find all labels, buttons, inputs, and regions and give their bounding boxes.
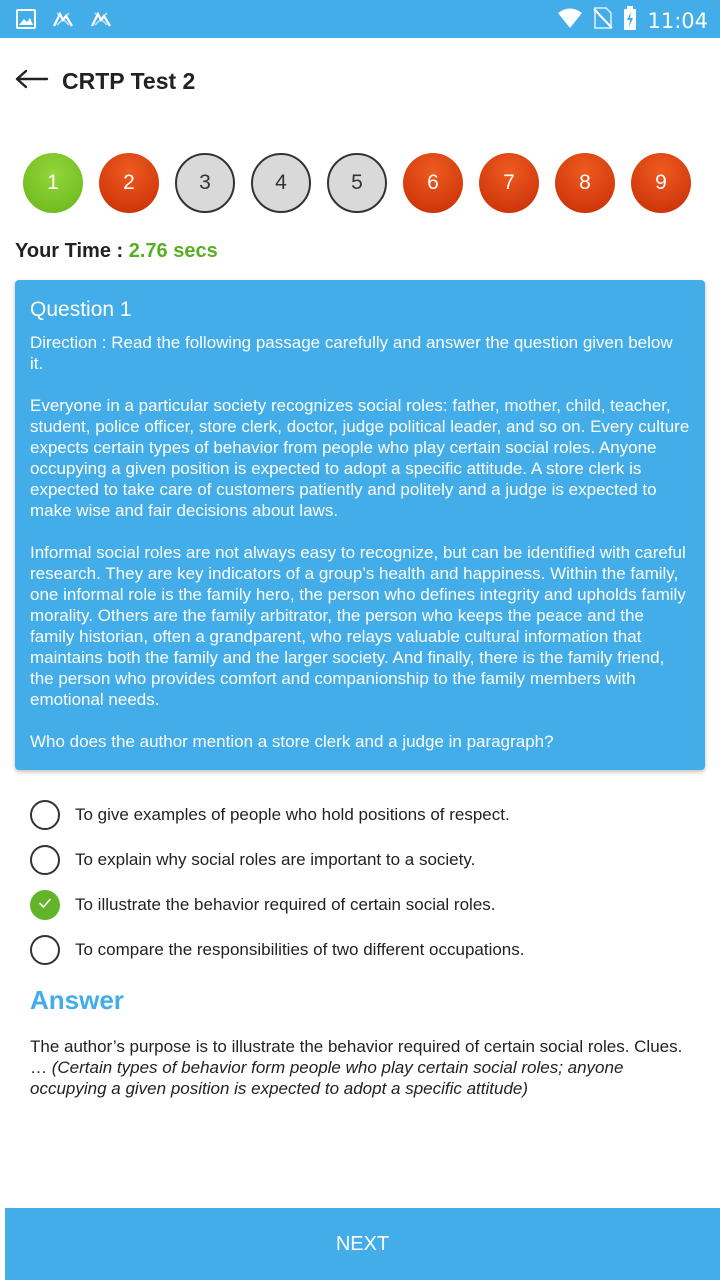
question-nav-7[interactable]: 7 — [479, 153, 539, 213]
answer-text: The author’s purpose is to illustrate the behavior required of certain social roles. Clues. … — [30, 1037, 683, 1077]
question-navigator — [23, 153, 691, 213]
notification-icon — [90, 9, 112, 34]
passage-paragraph-2: Informal social roles are not always easy to recognize, but can be identified with careful research. They are key indicators of a group’s health and happiness. Within the family, one informal role is the family hero, the person who defines integrity and upholds family morality. Others are the family arbitrator, the person who keeps the peace and the family historian, often a grandparent, who relays valuable cultural information that maintains both the family and the larger society. And finally, there is the family friend, the person who provides comfort and companionship to the family members with emotional needs. — [30, 543, 686, 709]
question-nav-4[interactable]: 4 — [251, 153, 311, 213]
answer-heading: Answer — [30, 985, 124, 1015]
option-label: To compare the responsibilities of two different occupations. — [75, 940, 525, 959]
radio-button-checked[interactable] — [30, 890, 60, 920]
time-value: 2.76 secs — [128, 240, 218, 262]
next-button[interactable]: NEXT — [5, 1208, 720, 1280]
question-direction: Direction : Read the following passage carefully and answer the question given below it. — [30, 333, 673, 373]
status-right-icons — [557, 6, 708, 35]
status-left-icons — [16, 9, 112, 34]
answer-explanation — [30, 1036, 700, 1099]
radio-button[interactable] — [30, 845, 60, 875]
option-1[interactable] — [30, 800, 700, 830]
option-3[interactable] — [30, 890, 700, 920]
check-icon — [37, 895, 53, 916]
question-nav-6[interactable]: 6 — [403, 153, 463, 213]
option-label: To illustrate the behavior required of certain social roles. — [75, 895, 496, 914]
image-icon — [16, 9, 36, 34]
question-number: Question 1 — [30, 298, 132, 321]
answer-quote: (Certain types of behavior form people who play certain social roles; anyone occupying a given position is expected to adopt a specific attitude) — [30, 1058, 624, 1098]
page-title: CRTP Test 2 — [62, 68, 196, 94]
notification-icon — [52, 9, 74, 34]
answer-options — [30, 800, 700, 980]
battery-charging-icon — [623, 6, 637, 35]
question-nav-8[interactable]: 8 — [555, 153, 615, 213]
option-2[interactable] — [30, 845, 700, 875]
option-label: To explain why social roles are important to a society. — [75, 850, 476, 869]
status-bar — [0, 0, 720, 38]
radio-button[interactable] — [30, 935, 60, 965]
time-label: Your Time : — [15, 240, 124, 262]
question-nav-1[interactable]: 1 — [23, 153, 83, 213]
wifi-icon — [557, 7, 583, 34]
question-prompt: Who does the author mention a store clerk and a judge in paragraph? — [30, 732, 554, 751]
time-display — [15, 240, 218, 263]
question-nav-9[interactable]: 9 — [631, 153, 691, 213]
option-4[interactable] — [30, 935, 700, 965]
question-nav-3[interactable]: 3 — [175, 153, 235, 213]
back-button[interactable] — [12, 64, 52, 98]
option-label: To give examples of people who hold positions of respect. — [75, 805, 510, 824]
clock: 11:04 — [647, 8, 708, 33]
arrow-left-icon — [15, 69, 49, 94]
app-bar — [0, 38, 720, 124]
passage-paragraph-1: Everyone in a particular society recognizes social roles: father, mother, child, teacher, student, police officer, store clerk, doctor, judge political leader, and so on. Every culture expects certain types of behavior from people who play certain social roles. Anyone occupying a given position is expected to adopt a specific attitude. A store clerk is expected to take care of customers patiently and politely and a judge is expected to make wise and fair decisions about laws. — [30, 396, 690, 520]
radio-button[interactable] — [30, 800, 60, 830]
question-nav-2[interactable]: 2 — [99, 153, 159, 213]
question-nav-5[interactable]: 5 — [327, 153, 387, 213]
no-sim-icon — [593, 6, 613, 35]
question-card — [15, 280, 705, 770]
